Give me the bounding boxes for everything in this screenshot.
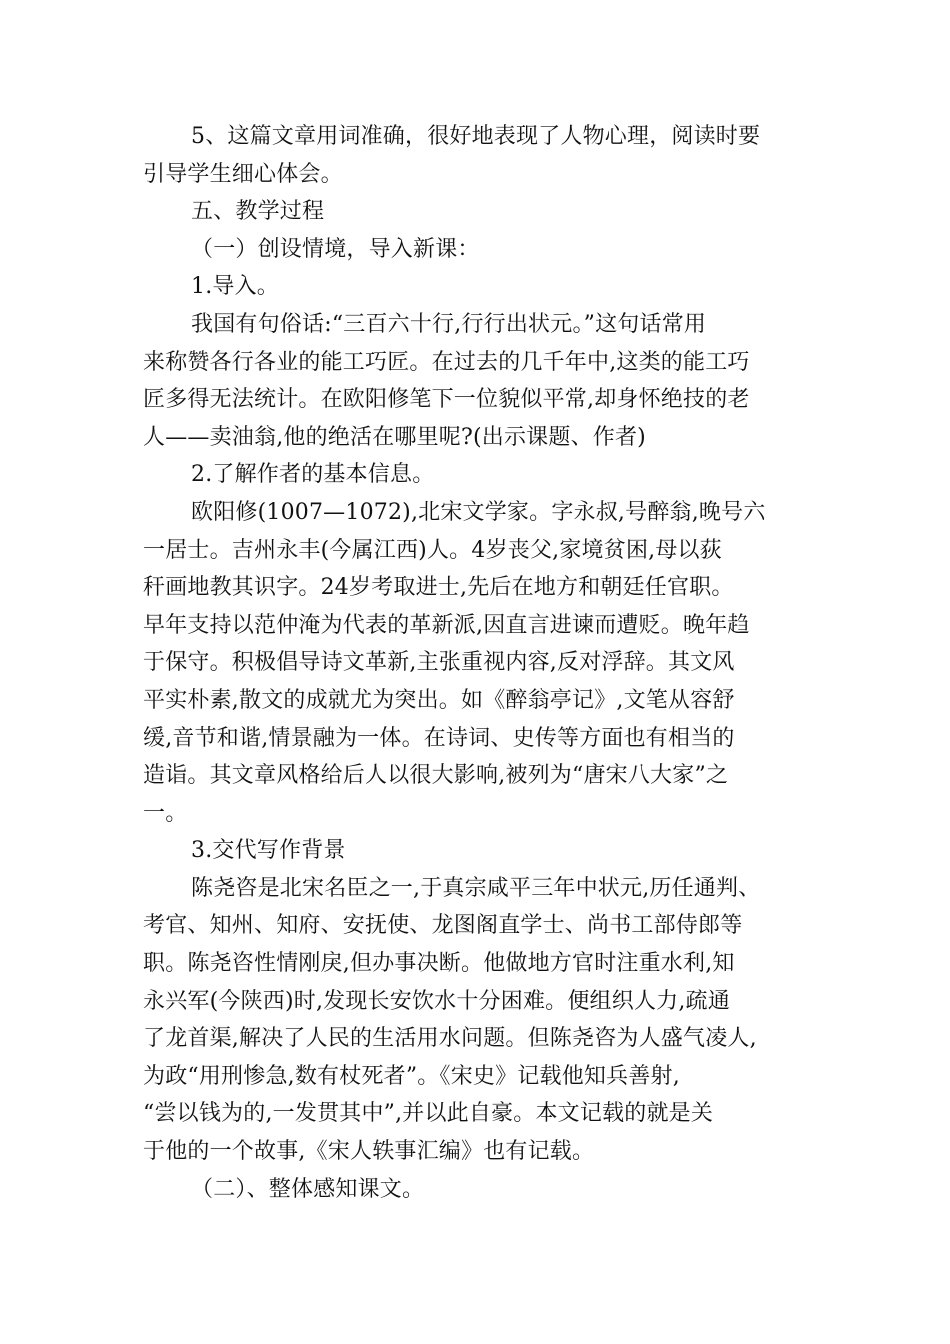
paragraph-line: 考官、知州、知府、安抚使、龙图阁直学士、尚书工部侍郎等	[143, 913, 743, 939]
paragraph-line: 5、这篇文章用词准确，很好地表现了人物心理，阅读时要	[191, 124, 761, 149]
paragraph-line: 职。陈尧咨性情刚戾,但办事决断。他做地方官时注重水利,知	[143, 951, 735, 977]
paragraph-line: 造诣。其文章风格给后人以很大影响,被列为“唐宋八大家”之	[143, 763, 729, 789]
paragraph-line: 欧阳修(1007—1072),北宋文学家。字永叔,号醉翁,晚号六	[191, 499, 766, 525]
document-body	[143, 118, 813, 1208]
paragraph-line: 为政“用刑惨急,数有杖死者”。《宋史》记载他知兵善射,	[143, 1063, 680, 1089]
paragraph-line: 引导学生细心体会。	[143, 161, 343, 187]
paragraph-line: 匠多得无法统计。在欧阳修笔下一位貌似平常,却身怀绝技的老	[143, 387, 750, 413]
paragraph-line: 早年支持以范仲淹为代表的革新派,因直言进谏而遭贬。晚年趋	[143, 612, 750, 638]
section-heading: 五、教学过程	[191, 199, 325, 225]
paragraph-line: 于他的一个故事,《宋人轶事汇编》也有记载。	[143, 1139, 595, 1165]
paragraph-line: “尝以钱为的,一发贯其中”,并以此自豪。本文记载的就是关	[143, 1101, 714, 1127]
paragraph-line: 平实朴素,散文的成就尤为突出。如《醉翁亭记》,文笔从容舒	[143, 687, 735, 713]
paragraph-line: 永兴军(今陕西)时,发现长安饮水十分困难。便组织人力,疏通	[143, 988, 730, 1014]
paragraph-line: 于保守。积极倡导诗文革新,主张重视内容,反对浮辞。其文风	[143, 650, 735, 676]
paragraph-line: 一居士。吉州永丰(今属江西)人。4岁丧父,家境贫困,母以荻	[143, 537, 722, 563]
paragraph-line: 秆画地教其识字。24岁考取进士,先后在地方和朝廷任官职。	[143, 575, 734, 601]
paragraph-line: 了龙首渠,解决了人民的生活用水问题。但陈尧咨为人盛气凌人,	[143, 1026, 757, 1052]
subsection-heading: （二）、整体感知课文。	[191, 1176, 425, 1202]
paragraph-line: 陈尧咨是北宋名臣之一,于真宗咸平三年中状元,历任通判、	[191, 875, 761, 901]
item-heading: 3.交代写作背景	[191, 838, 346, 864]
paragraph-line: 人——卖油翁,他的绝活在哪里呢?(出示课题、作者)	[143, 424, 646, 450]
paragraph-line: 我国有句俗话:“三百六十行,行行出状元。”这句话常用	[191, 311, 707, 337]
paragraph-line: 缓,音节和谐,情景融为一体。在诗词、史传等方面也有相当的	[143, 725, 735, 751]
paragraph-line: 一。	[143, 800, 188, 826]
paragraph-line: 来称赞各行各业的能工巧匠。在过去的几千年中,这类的能工巧	[143, 349, 750, 375]
subsection-heading: （一）创设情境，导入新课：	[191, 236, 480, 262]
item-heading: 1.导入。	[191, 274, 279, 300]
item-heading: 2.了解作者的基本信息。	[191, 462, 435, 488]
